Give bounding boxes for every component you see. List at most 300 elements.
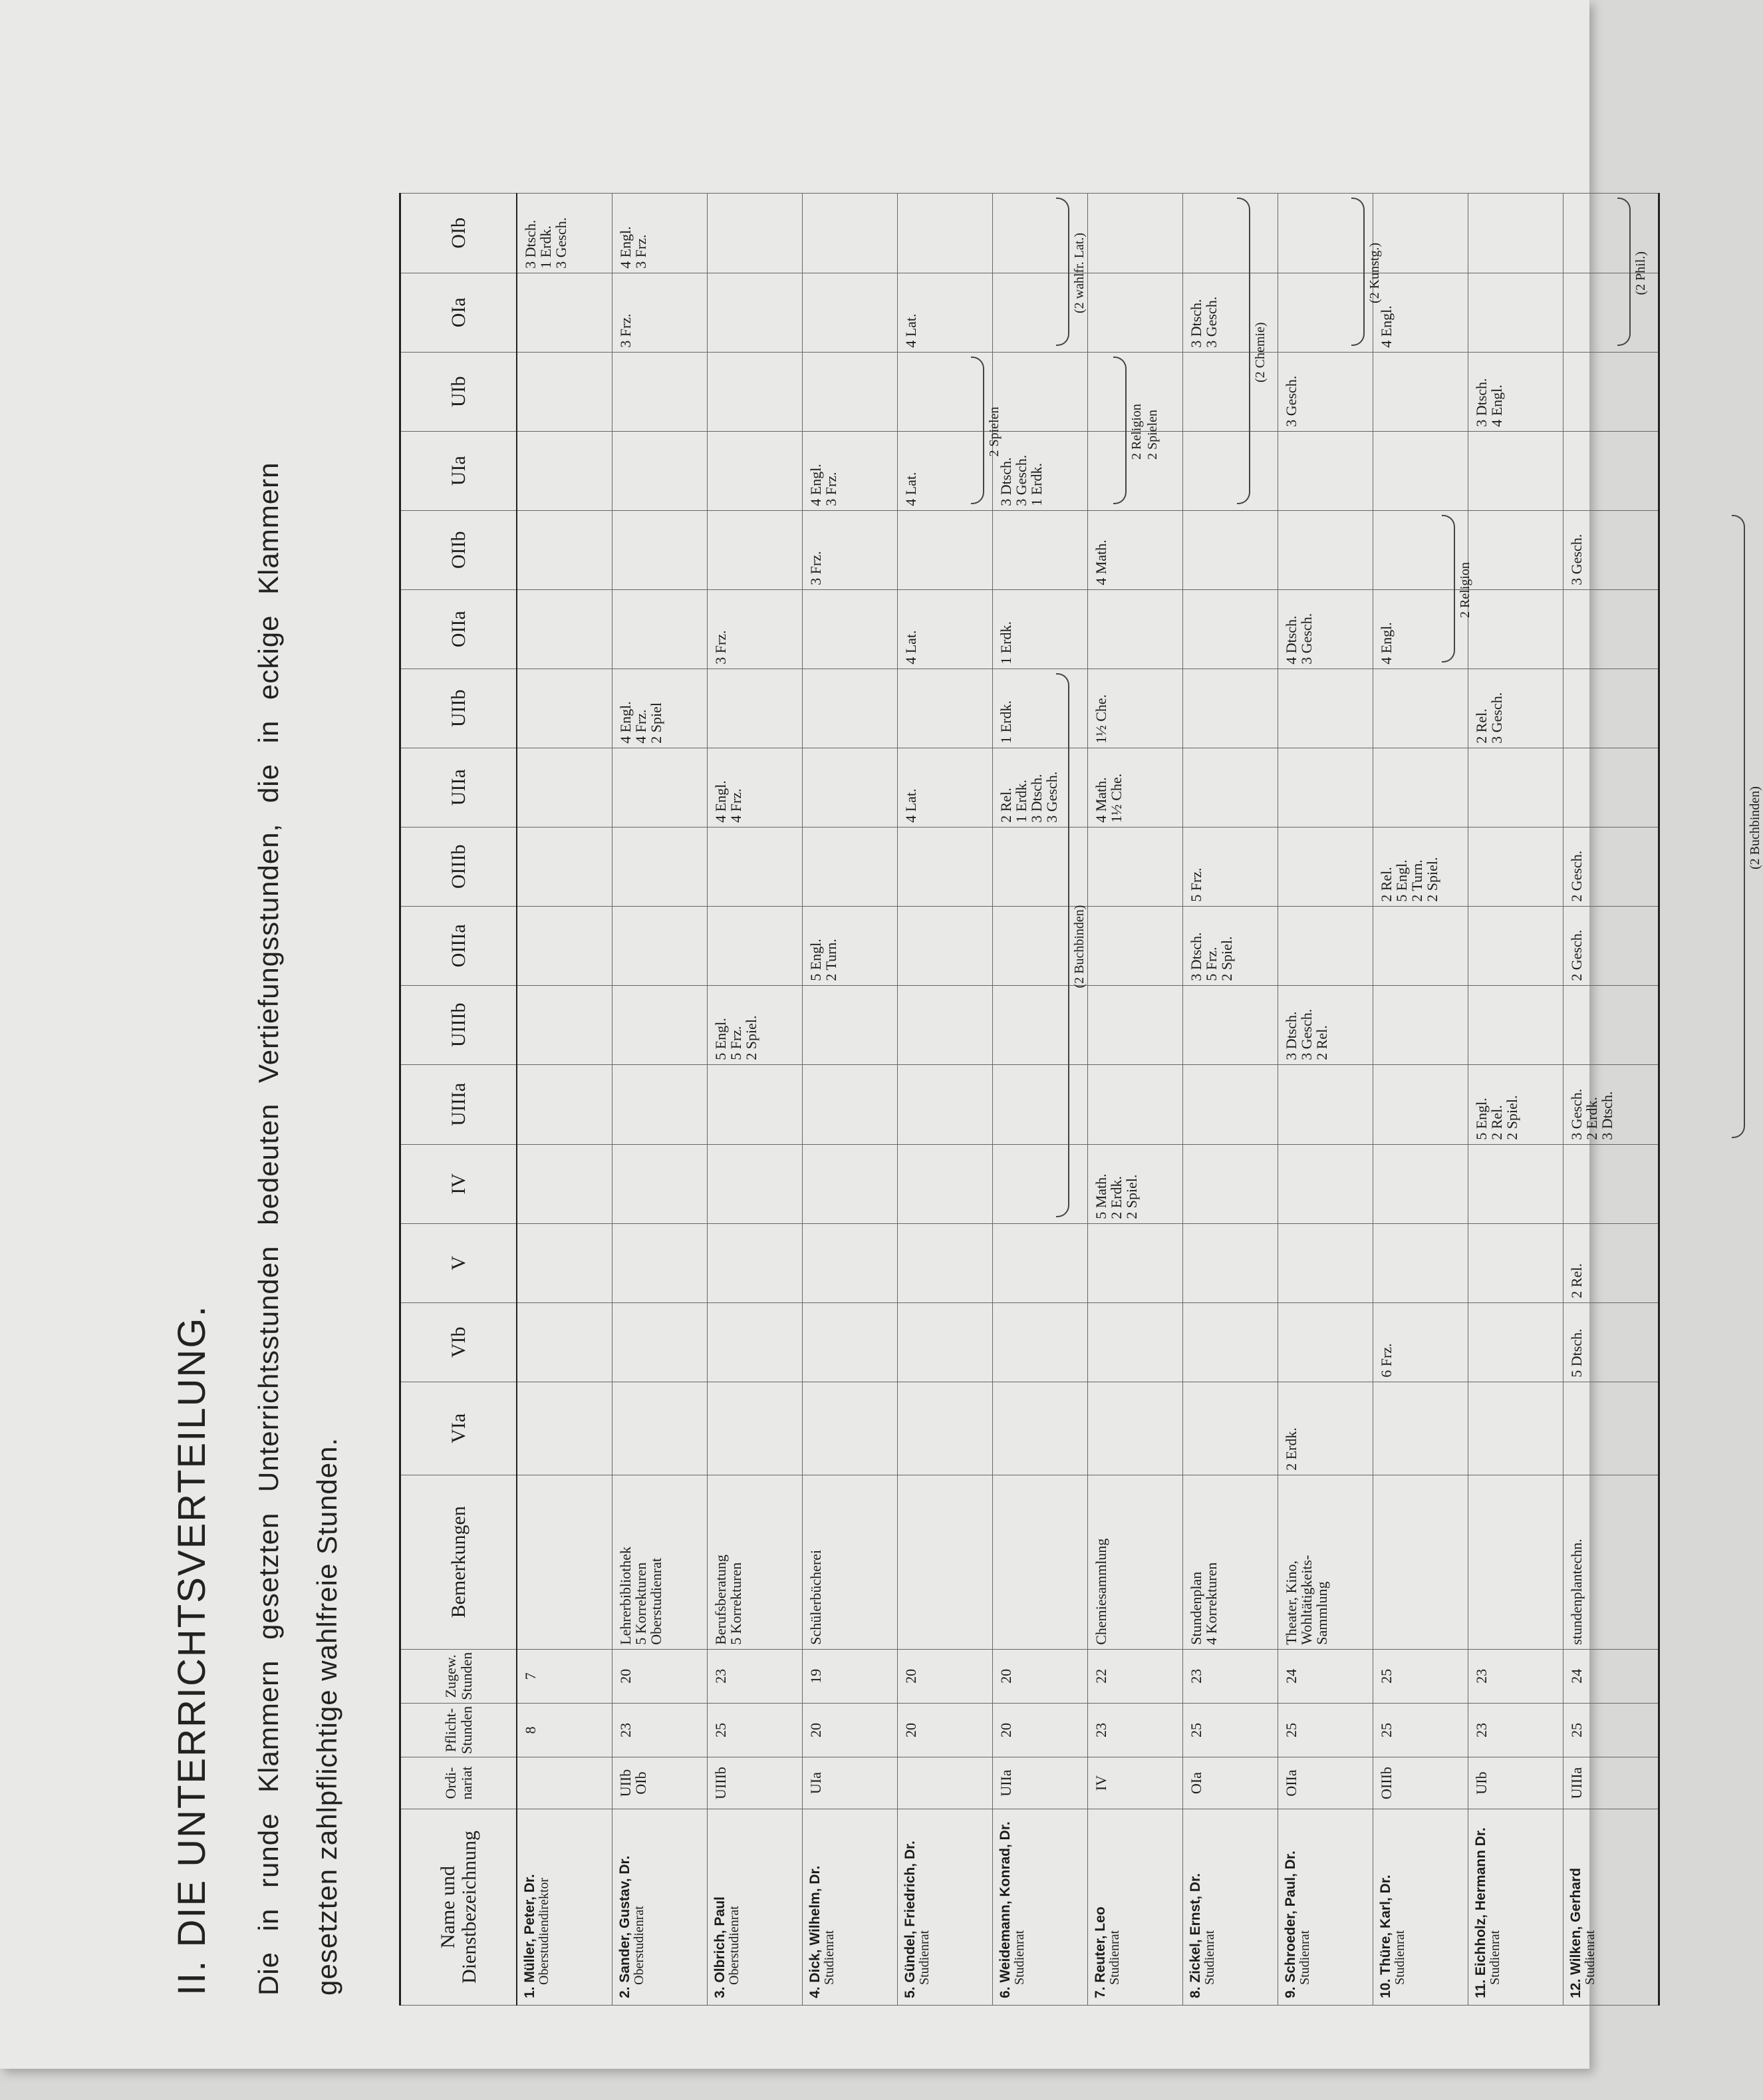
lesson-entry: 5 Frz. bbox=[1203, 947, 1220, 981]
bemerkungen-cell bbox=[1373, 1475, 1468, 1649]
table-row bbox=[1373, 193, 1468, 2005]
lesson-entry: 3 Dtsch. bbox=[522, 220, 539, 269]
teacher-name bbox=[1284, 1813, 1298, 1998]
lesson-entry: 1 Erdk. bbox=[1013, 780, 1030, 823]
lesson-cell bbox=[1373, 1223, 1468, 1302]
lesson-entry: 4 Lat. bbox=[902, 313, 919, 348]
zugew-cell: 23 bbox=[1468, 1649, 1563, 1703]
lesson-entry: 3 Gesch. bbox=[553, 217, 570, 269]
lesson-cell bbox=[612, 193, 708, 273]
lesson-cell bbox=[1278, 748, 1373, 827]
group-bracket bbox=[1351, 198, 1365, 346]
lesson-entry: 4 Frz. bbox=[632, 709, 650, 744]
lesson-entry: 4 Engl. bbox=[617, 226, 634, 269]
lesson-entry: 1 Erdk. bbox=[998, 700, 1014, 744]
lesson-cell bbox=[993, 669, 1088, 748]
lesson-cell bbox=[898, 748, 993, 827]
lesson-cell bbox=[898, 827, 993, 906]
lesson-cell bbox=[1468, 985, 1563, 1064]
lesson-cell bbox=[1278, 1302, 1373, 1382]
lesson-cell bbox=[898, 193, 993, 273]
lesson-entry: 2 Spiel. bbox=[1504, 1095, 1521, 1140]
teacher-cell bbox=[1183, 1809, 1278, 2006]
lesson-cell bbox=[1563, 669, 1659, 748]
lesson-cell bbox=[1468, 827, 1563, 906]
lesson-cell bbox=[1468, 1064, 1563, 1144]
lesson-cell bbox=[1278, 1144, 1373, 1223]
pflicht-cell: 25 bbox=[1563, 1703, 1659, 1757]
lesson-cell bbox=[993, 1223, 1088, 1302]
group-bracket bbox=[1442, 515, 1455, 663]
group-note: 2 Religion bbox=[1129, 404, 1145, 460]
lesson-cell bbox=[517, 589, 612, 669]
teacher-cell bbox=[1278, 1809, 1373, 2006]
lesson-cell bbox=[517, 1223, 612, 1302]
lesson-entry: 2 Rel. bbox=[1488, 1105, 1506, 1140]
bemerkungen-cell bbox=[1183, 1475, 1278, 1649]
zugew-cell: 22 bbox=[1088, 1649, 1183, 1703]
schedule-table bbox=[399, 193, 1660, 2006]
lesson-entry: 3 Gesch. bbox=[1283, 375, 1299, 427]
lesson-cell bbox=[1468, 193, 1563, 273]
lesson-cell bbox=[1468, 510, 1563, 589]
lesson-entry: 4 Lat. bbox=[902, 630, 919, 665]
header-name: Name und Dienstbezeichnung bbox=[400, 1809, 517, 2006]
lesson-cell bbox=[612, 1382, 708, 1475]
lesson-cell bbox=[612, 827, 708, 906]
teacher-title: Oberstudiendirektor bbox=[537, 1877, 552, 1985]
table-row bbox=[1278, 193, 1373, 2005]
lesson-cell bbox=[898, 906, 993, 985]
lesson-cell bbox=[1278, 1223, 1373, 1302]
lesson-cell bbox=[1373, 906, 1468, 985]
group-bracket bbox=[1617, 198, 1631, 346]
lesson-entry: 4 Engl. bbox=[1378, 622, 1395, 665]
teacher-number: 1. bbox=[522, 1986, 537, 1998]
lesson-cell bbox=[1373, 1144, 1468, 1223]
ordinariat-cell: UIIa bbox=[993, 1757, 1088, 1809]
bemerkung-line: Schülerbücherei bbox=[807, 1549, 824, 1645]
lesson-cell bbox=[993, 510, 1088, 589]
intro-paragraph bbox=[239, 67, 356, 1996]
lesson-cell bbox=[1373, 193, 1468, 273]
lesson-cell bbox=[993, 1302, 1088, 1382]
lesson-cell bbox=[1088, 589, 1183, 669]
lesson-cell bbox=[1468, 1382, 1563, 1475]
lesson-cell bbox=[1088, 748, 1183, 827]
group-bracket bbox=[1732, 515, 1745, 1138]
teacher-number: 8. bbox=[1188, 1986, 1203, 1998]
group-note: (2 Chemie) bbox=[1253, 322, 1268, 382]
teacher-number: 9. bbox=[1283, 1986, 1298, 1998]
zugew-cell: 20 bbox=[612, 1649, 708, 1703]
lesson-entry: 3 Frz. bbox=[807, 551, 824, 585]
ordinariat-cell: IV bbox=[1088, 1757, 1183, 1809]
lesson-cell bbox=[612, 1064, 708, 1144]
teacher-name bbox=[903, 1813, 918, 1998]
teacher-cell bbox=[517, 1809, 612, 2006]
lesson-cell bbox=[993, 748, 1088, 827]
pflicht-cell: 20 bbox=[803, 1703, 898, 1757]
lesson-cell bbox=[1373, 669, 1468, 748]
bemerkung-line: Theater, Kino, bbox=[1283, 1560, 1299, 1645]
lesson-cell bbox=[803, 510, 898, 589]
lesson-entry: 3 Dtsch. bbox=[1599, 1091, 1616, 1140]
header-class: OIb bbox=[400, 193, 517, 273]
pflicht-cell: 25 bbox=[1278, 1703, 1373, 1757]
lesson-cell bbox=[708, 273, 803, 352]
lesson-cell bbox=[708, 985, 803, 1064]
teacher-name-text: Sander, Gustav, Dr. bbox=[617, 1855, 632, 1983]
teacher-title: Studienrat bbox=[1488, 1930, 1503, 1985]
lesson-entry: 2 Gesch. bbox=[1568, 850, 1585, 902]
lesson-cell bbox=[1183, 985, 1278, 1064]
bemerkung-line: Sammlung bbox=[1313, 1581, 1331, 1645]
table-row bbox=[1468, 193, 1563, 2005]
zugew-cell: 19 bbox=[803, 1649, 898, 1703]
ordinariat-cell: OIIIb bbox=[1373, 1757, 1468, 1809]
pflicht-cell: 25 bbox=[1373, 1703, 1468, 1757]
lesson-cell bbox=[517, 193, 612, 273]
lesson-cell bbox=[1088, 193, 1183, 273]
teacher-cell bbox=[1373, 1809, 1468, 2006]
table-row bbox=[1563, 193, 1659, 2005]
bemerkungen-cell bbox=[1468, 1475, 1563, 1649]
teacher-number: 12. bbox=[1568, 1978, 1583, 1998]
teacher-title: Oberstudienrat bbox=[632, 1906, 647, 1985]
lesson-cell bbox=[1278, 352, 1373, 431]
lesson-cell bbox=[1563, 1064, 1659, 1144]
teacher-name bbox=[998, 1813, 1013, 1998]
header-class: VIb bbox=[400, 1302, 517, 1382]
lesson-entry: 3 Gesch. bbox=[1568, 533, 1585, 585]
lesson-entry: 2 Spiel bbox=[648, 702, 665, 744]
lesson-cell bbox=[1183, 827, 1278, 906]
lesson-entry: 3 Frz. bbox=[632, 234, 650, 269]
lesson-entry: 3 Gesch. bbox=[1203, 296, 1220, 348]
lesson-cell bbox=[612, 431, 708, 510]
pflicht-cell: 20 bbox=[898, 1703, 993, 1757]
teacher-cell bbox=[993, 1809, 1088, 2006]
lesson-cell bbox=[1088, 669, 1183, 748]
intro-line: Die in runde Klammern gesetzten Unterrichtsstunden bedeuten Vertiefungsstunden, die in eckige Klammern bbox=[253, 462, 284, 1996]
pflicht-cell: 20 bbox=[993, 1703, 1088, 1757]
teacher-name-text: Weidemann, Konrad, Dr. bbox=[998, 1821, 1013, 1983]
lesson-cell bbox=[1088, 1302, 1183, 1382]
bemerkungen-cell bbox=[993, 1475, 1088, 1649]
bemerkung-line: Wohltätigkeits- bbox=[1298, 1555, 1315, 1645]
lesson-cell bbox=[1183, 1064, 1278, 1144]
lesson-cell bbox=[1183, 1382, 1278, 1475]
lesson-cell bbox=[898, 589, 993, 669]
group-bracket bbox=[1237, 198, 1250, 504]
teacher-cell bbox=[1088, 1809, 1183, 2006]
header-class: OIIIb bbox=[400, 827, 517, 906]
lesson-cell bbox=[993, 827, 1088, 906]
lesson-cell bbox=[708, 352, 803, 431]
bemerkungen-cell bbox=[517, 1475, 612, 1649]
header-pflicht: Pflicht- Stunden bbox=[400, 1703, 517, 1757]
ordinariat-cell bbox=[517, 1757, 612, 1809]
lesson-entry: 2 Spiel. bbox=[1218, 936, 1236, 981]
lesson-entry: 2 Gesch. bbox=[1568, 929, 1585, 981]
lesson-cell bbox=[1278, 510, 1373, 589]
lesson-cell bbox=[993, 985, 1088, 1064]
lesson-cell bbox=[1278, 827, 1373, 906]
lesson-entry: 5 Frz. bbox=[728, 1026, 745, 1060]
group-note: (2 Kunstg.) bbox=[1367, 242, 1382, 303]
bemerkung-line: Stundenplan bbox=[1188, 1571, 1204, 1645]
lesson-cell bbox=[803, 352, 898, 431]
group-note: (2 Buchbinden) bbox=[1748, 786, 1763, 869]
bemerkungen-cell bbox=[1088, 1475, 1183, 1649]
header-class: UIIIa bbox=[400, 1064, 517, 1144]
ordinariat-cell: UIIIa bbox=[1563, 1757, 1659, 1809]
lesson-cell bbox=[993, 1382, 1088, 1475]
lesson-entry: 5 Math. bbox=[1093, 1173, 1109, 1219]
lesson-cell bbox=[803, 1302, 898, 1382]
lesson-cell bbox=[1088, 1223, 1183, 1302]
lesson-entry: 4 Math. bbox=[1093, 777, 1109, 823]
lesson-cell bbox=[517, 1382, 612, 1475]
lesson-cell bbox=[517, 273, 612, 352]
lesson-entry: 4 Engl. bbox=[1378, 305, 1395, 348]
group-bracket bbox=[971, 357, 984, 504]
lesson-cell bbox=[517, 906, 612, 985]
lesson-cell bbox=[612, 1144, 708, 1223]
lesson-cell bbox=[708, 1144, 803, 1223]
lesson-cell bbox=[708, 1064, 803, 1144]
lesson-entry: 5 Dtsch. bbox=[1568, 1328, 1585, 1378]
section-heading: II. DIE UNTERRICHTSVERTEILUNG. bbox=[170, 1304, 213, 1996]
lesson-cell bbox=[1278, 1064, 1373, 1144]
header-class: UIIb bbox=[400, 669, 517, 748]
lesson-cell bbox=[1468, 431, 1563, 510]
lesson-cell bbox=[803, 669, 898, 748]
bemerkung-line: stundenplantechn. bbox=[1568, 1539, 1585, 1645]
lesson-cell bbox=[898, 1064, 993, 1144]
lesson-cell bbox=[708, 1223, 803, 1302]
lesson-entry: 3 Dtsch. bbox=[1028, 774, 1045, 823]
lesson-entry: 2 Turn. bbox=[823, 939, 840, 981]
zugew-cell: 25 bbox=[1373, 1649, 1468, 1703]
teacher-title: Studienrat bbox=[1107, 1930, 1123, 1985]
lesson-entry: 3 Dtsch. bbox=[1188, 932, 1204, 981]
bemerkung-line: Chemiesammlung bbox=[1093, 1538, 1109, 1645]
lesson-cell bbox=[517, 352, 612, 431]
teacher-cell bbox=[898, 1809, 993, 2006]
lesson-entry: 4 Engl. bbox=[712, 780, 729, 823]
lesson-cell bbox=[612, 906, 708, 985]
group-bracket bbox=[1113, 357, 1127, 504]
lesson-cell bbox=[898, 273, 993, 352]
lesson-cell bbox=[517, 1064, 612, 1144]
lesson-cell bbox=[1373, 748, 1468, 827]
lesson-cell bbox=[1278, 985, 1373, 1064]
lesson-cell bbox=[612, 510, 708, 589]
lesson-entry: 4 Lat. bbox=[902, 788, 919, 823]
header-ordinariat: Ordi- nariat bbox=[400, 1757, 517, 1809]
lesson-entry: 4 Math. bbox=[1093, 539, 1109, 585]
lesson-cell bbox=[1183, 193, 1278, 273]
lesson-cell bbox=[1183, 1144, 1278, 1223]
lesson-cell bbox=[1088, 1064, 1183, 1144]
lesson-cell bbox=[1468, 1223, 1563, 1302]
header-class: OIIb bbox=[400, 510, 517, 589]
lesson-cell bbox=[898, 1302, 993, 1382]
lesson-cell bbox=[612, 669, 708, 748]
table-row bbox=[1183, 193, 1278, 2005]
lesson-entry: 3 Frz. bbox=[617, 313, 634, 348]
header-class: UIb bbox=[400, 352, 517, 431]
teacher-name-text: Dick, Wilhelm, Dr. bbox=[807, 1865, 823, 1983]
bemerkungen-cell bbox=[708, 1475, 803, 1649]
lesson-entry: 2 Rel. bbox=[998, 788, 1014, 823]
bemerkung-line: Berufsberatung bbox=[712, 1555, 729, 1645]
lesson-entry: 4 Engl. bbox=[807, 464, 824, 506]
lesson-cell bbox=[1563, 510, 1659, 589]
lesson-entry: 2 Turn. bbox=[1409, 859, 1426, 902]
ordinariat-cell: OIa bbox=[1183, 1757, 1278, 1809]
teacher-name-text: Eichholz, Hermann Dr. bbox=[1473, 1827, 1488, 1976]
header-row bbox=[400, 193, 517, 2005]
lesson-cell bbox=[1373, 985, 1468, 1064]
lesson-cell bbox=[803, 589, 898, 669]
ordinariat-cell: UIIb OIb bbox=[612, 1757, 708, 1809]
lesson-entry: 2 Spiel. bbox=[743, 1015, 760, 1060]
bemerkung-line: 4 Korrekturen bbox=[1203, 1562, 1220, 1645]
lesson-entry: 5 Engl. bbox=[1473, 1098, 1490, 1140]
lesson-cell bbox=[708, 906, 803, 985]
lesson-entry: 5 Frz. bbox=[1188, 867, 1204, 902]
lesson-entry: 5 Engl. bbox=[1393, 859, 1411, 902]
zugew-cell: 20 bbox=[993, 1649, 1088, 1703]
teacher-title: Studienrat bbox=[822, 1930, 837, 1985]
lesson-entry: 6 Frz. bbox=[1378, 1343, 1395, 1378]
lesson-entry: 1 Erdk. bbox=[1028, 463, 1045, 506]
lesson-cell bbox=[1373, 1302, 1468, 1382]
lesson-cell bbox=[993, 1064, 1088, 1144]
lesson-cell bbox=[1183, 589, 1278, 669]
teacher-name-text: Schroeder, Paul, Dr. bbox=[1283, 1851, 1298, 1983]
lesson-cell bbox=[1563, 1144, 1659, 1223]
lesson-cell bbox=[993, 589, 1088, 669]
lesson-cell bbox=[1278, 1382, 1373, 1475]
header-zugew: Zugew. Stunden bbox=[400, 1649, 517, 1703]
lesson-cell bbox=[1373, 273, 1468, 352]
teacher-cell bbox=[708, 1809, 803, 2006]
teacher-name bbox=[1474, 1813, 1488, 1998]
lesson-cell bbox=[708, 748, 803, 827]
group-note: 2 Religion bbox=[1457, 562, 1472, 618]
lesson-cell bbox=[1183, 906, 1278, 985]
lesson-entry: 2 Rel. bbox=[1313, 1025, 1331, 1060]
lesson-entry: 2 Spiel. bbox=[1424, 857, 1441, 902]
lesson-cell bbox=[1183, 431, 1278, 510]
lesson-entry: 3 Gesch. bbox=[1298, 613, 1315, 665]
lesson-entry: 1½ Che. bbox=[1108, 773, 1125, 823]
ordinariat-cell bbox=[898, 1757, 993, 1809]
lesson-cell bbox=[1563, 352, 1659, 431]
teacher-number: 2. bbox=[617, 1986, 632, 1998]
header-class: UIIIb bbox=[400, 985, 517, 1064]
bemerkungen-cell bbox=[803, 1475, 898, 1649]
lesson-entry: 4 Lat. bbox=[902, 472, 919, 506]
bemerkungen-cell bbox=[1278, 1475, 1373, 1649]
lesson-cell bbox=[708, 431, 803, 510]
lesson-cell bbox=[898, 985, 993, 1064]
teacher-name-text: Gündel, Friedrich, Dr. bbox=[902, 1841, 918, 1983]
lesson-entry: 3 Dtsch. bbox=[1283, 1011, 1299, 1060]
header-class: VIa bbox=[400, 1382, 517, 1475]
group-note: (2 Buchbinden) bbox=[1072, 905, 1087, 988]
lesson-entry: 3 Gesch. bbox=[1298, 1008, 1315, 1060]
lesson-cell bbox=[803, 1144, 898, 1223]
lesson-cell bbox=[803, 273, 898, 352]
lesson-cell bbox=[898, 510, 993, 589]
teacher-title: Studienrat bbox=[1297, 1930, 1313, 1985]
lesson-cell bbox=[1088, 985, 1183, 1064]
lesson-entry: 1½ Che. bbox=[1093, 694, 1109, 744]
lesson-cell bbox=[612, 589, 708, 669]
ordinariat-cell: OIIa bbox=[1278, 1757, 1373, 1809]
header-class: IV bbox=[400, 1144, 517, 1223]
teacher-name bbox=[1569, 1813, 1583, 1998]
lesson-cell bbox=[708, 669, 803, 748]
lesson-cell bbox=[517, 748, 612, 827]
lesson-cell bbox=[1088, 906, 1183, 985]
teacher-number: 11. bbox=[1473, 1979, 1488, 1998]
lesson-cell bbox=[993, 1144, 1088, 1223]
lesson-cell bbox=[1563, 431, 1659, 510]
table-row bbox=[993, 193, 1088, 2005]
lesson-cell bbox=[517, 827, 612, 906]
lesson-entry: 5 Engl. bbox=[712, 1018, 729, 1060]
lesson-cell bbox=[1373, 352, 1468, 431]
lesson-cell bbox=[708, 510, 803, 589]
lesson-cell bbox=[803, 431, 898, 510]
table-row bbox=[1088, 193, 1183, 2005]
lesson-cell bbox=[1088, 273, 1183, 352]
bemerkung-line: 5 Korrekturen bbox=[728, 1562, 745, 1645]
lesson-cell bbox=[803, 827, 898, 906]
pflicht-cell: 25 bbox=[1183, 1703, 1278, 1757]
lesson-cell bbox=[517, 510, 612, 589]
lesson-cell bbox=[1468, 352, 1563, 431]
lesson-cell bbox=[1088, 1144, 1183, 1223]
lesson-cell bbox=[708, 1382, 803, 1475]
lesson-cell bbox=[803, 748, 898, 827]
pflicht-cell: 23 bbox=[1088, 1703, 1183, 1757]
lesson-cell bbox=[1468, 1144, 1563, 1223]
lesson-cell bbox=[612, 352, 708, 431]
lesson-cell bbox=[1563, 906, 1659, 985]
zugew-cell: 23 bbox=[1183, 1649, 1278, 1703]
teacher-name bbox=[808, 1813, 823, 1998]
lesson-cell bbox=[803, 1223, 898, 1302]
bemerkungen-cell bbox=[612, 1475, 708, 1649]
lesson-cell bbox=[517, 669, 612, 748]
lesson-cell bbox=[993, 352, 1088, 431]
header-class: UIa bbox=[400, 431, 517, 510]
lesson-cell bbox=[612, 1223, 708, 1302]
lesson-cell bbox=[1563, 1302, 1659, 1382]
teacher-number: 3. bbox=[712, 1986, 728, 1998]
lesson-entry: 2 Erdk. bbox=[1108, 1176, 1125, 1219]
header-class: V bbox=[400, 1223, 517, 1302]
lesson-cell bbox=[1088, 827, 1183, 906]
teacher-name bbox=[1093, 1813, 1108, 1998]
